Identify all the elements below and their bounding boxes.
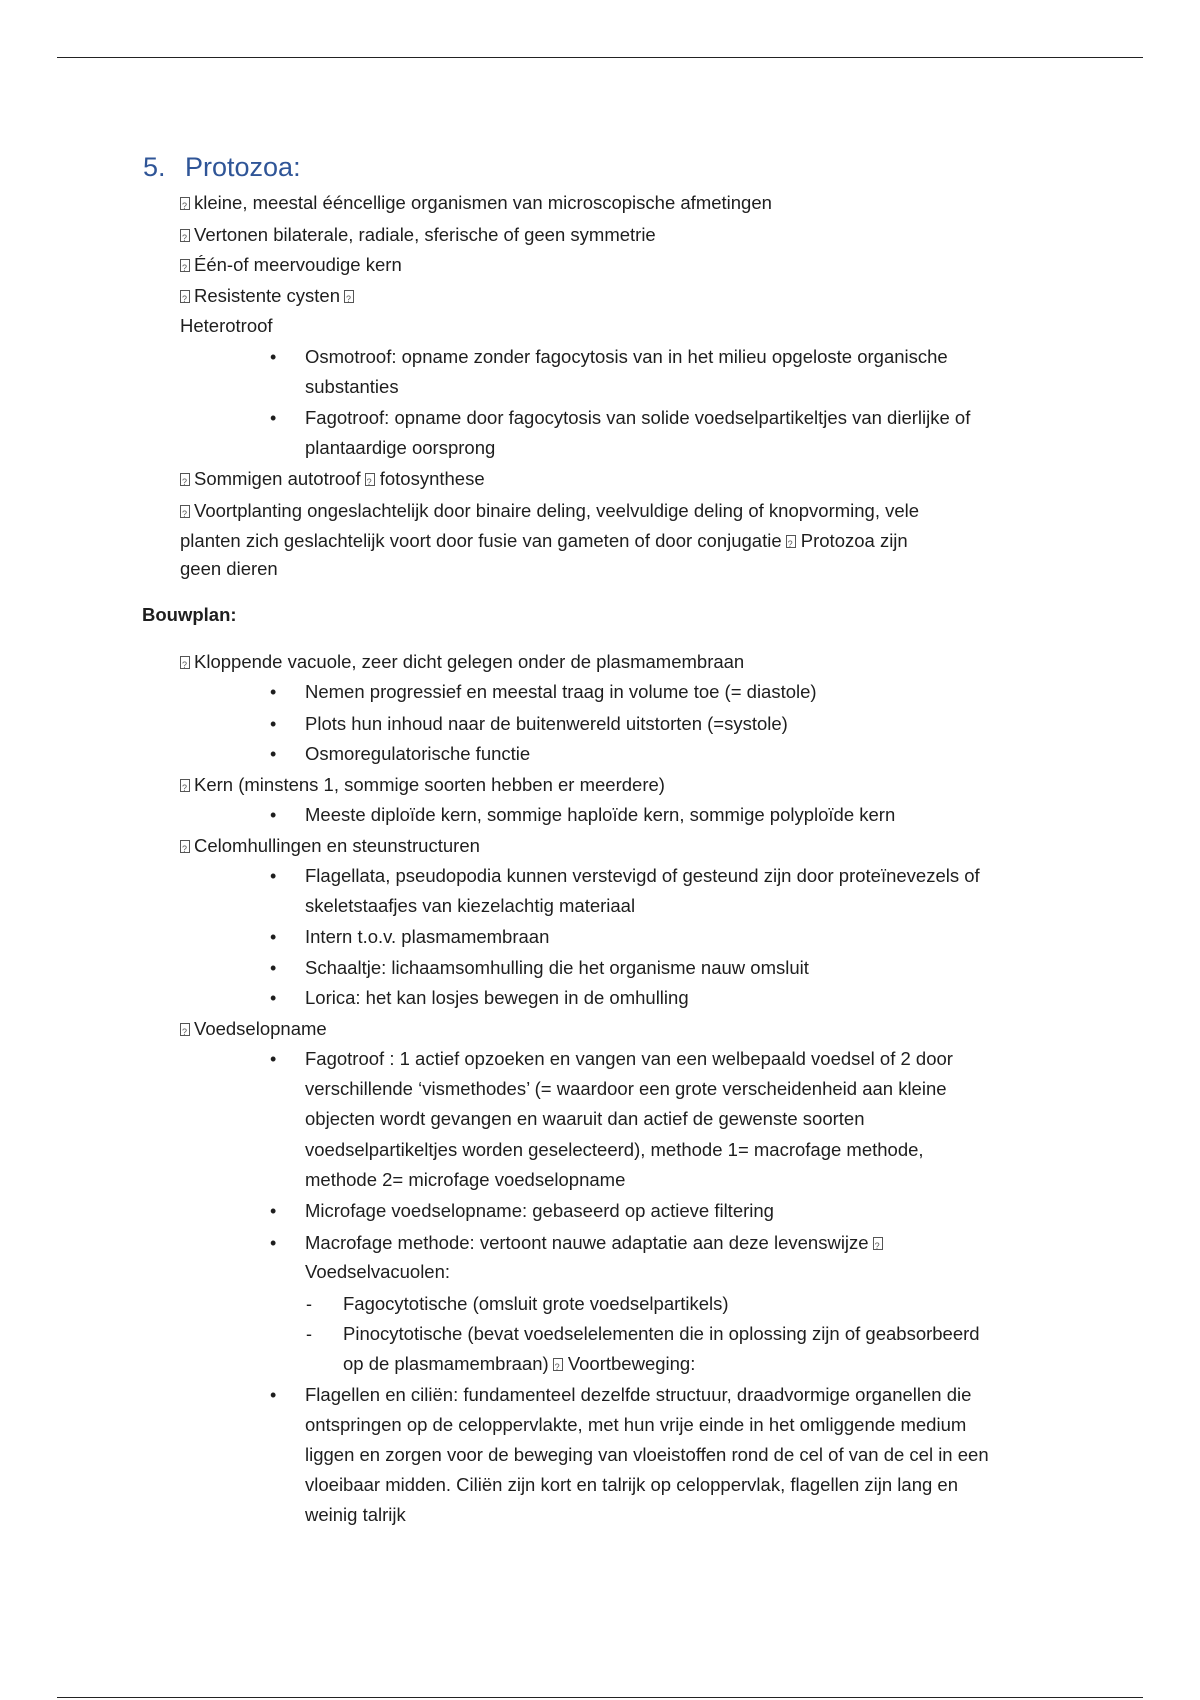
bullet-icon: •	[270, 682, 277, 702]
missing-glyph-icon	[180, 290, 190, 303]
list-item: vloeibaar midden. Ciliën zijn kort en talrijk op celoppervlak, flagellen zijn lang en	[305, 1474, 958, 1495]
voortplanting-line: geen dieren	[180, 558, 278, 579]
bouwplan-heading: Bouwplan:	[142, 604, 237, 625]
bullet-icon: •	[270, 988, 277, 1008]
bullet-icon: •	[270, 1385, 277, 1405]
dash-icon: -	[306, 1324, 312, 1344]
missing-glyph-icon	[180, 840, 190, 853]
voortplanting-line: planten zich geslachtelijk voort door fusie van gameten of door conjugatie? Protozoa zijn	[180, 530, 908, 552]
list-item: voedselpartikeltjes worden geselecteerd), methode 1= macrofage methode,	[305, 1139, 924, 1160]
list-item: Lorica: het kan losjes bewegen in de omhulling	[305, 987, 689, 1008]
missing-glyph-icon	[365, 473, 375, 486]
missing-glyph-icon	[180, 656, 190, 669]
list-item: Schaaltje: lichaamsomhulling die het organisme nauw omsluit	[305, 957, 809, 978]
list-item: verschillende ‘vismethodes’ (= waardoor een grote verscheidenheid aan kleine	[305, 1078, 947, 1099]
list-item: Fagotroof : 1 actief opzoeken en vangen van een welbepaald voedsel of 2 door	[305, 1048, 953, 1069]
list-item: liggen en zorgen voor de beweging van vloeistoffen rond de cel of van de cel in een	[305, 1444, 989, 1465]
list-item: methode 2= microfage voedselopname	[305, 1169, 626, 1190]
header-rule	[57, 57, 1143, 58]
list-item: plantaardige oorsprong	[305, 437, 496, 458]
section-title: Protozoa:	[185, 152, 301, 182]
list-item: weinig talrijk	[305, 1504, 406, 1525]
bullet-icon: •	[270, 1233, 277, 1253]
intro-line: ?Vertonen bilaterale, radiale, sferische of geen symmetrie	[180, 224, 656, 246]
list-item: Plots hun inhoud naar de buitenwereld uitstorten (=systole)	[305, 713, 788, 734]
voortplanting-line: ?Voortplanting ongeslachtelijk door binaire deling, veelvuldige deling of knopvorming, vele	[180, 500, 919, 522]
heterotroof-label: Heterotroof	[180, 315, 273, 336]
bullet-icon: •	[270, 1201, 277, 1221]
bullet-icon: •	[270, 744, 277, 764]
missing-glyph-icon	[344, 290, 354, 303]
vacuole-label: ?Kloppende vacuole, zeer dicht gelegen onder de plasmamembraan	[180, 651, 744, 673]
missing-glyph-icon	[180, 779, 190, 792]
autotroof-line: ?Sommigen autotroof? fotosynthese	[180, 468, 485, 490]
sub-list-item: Pinocytotische (bevat voedselelementen die in oplossing zijn of geabsorbeerd	[343, 1323, 980, 1344]
bullet-icon: •	[270, 927, 277, 947]
missing-glyph-icon	[180, 505, 190, 518]
kern-label: ?Kern (minstens 1, sommige soorten hebben er meerdere)	[180, 774, 665, 796]
missing-glyph-icon	[553, 1358, 563, 1371]
celomhulling-label: ?Celomhullingen en steunstructuren	[180, 835, 480, 857]
list-item: Flagellata, pseudopodia kunnen verstevigd of gesteund zijn door proteïnevezels of	[305, 865, 980, 886]
missing-glyph-icon	[180, 259, 190, 272]
missing-glyph-icon	[180, 229, 190, 242]
list-item: Meeste diploïde kern, sommige haploïde kern, sommige polyploïde kern	[305, 804, 896, 825]
intro-line: ?kleine, meestal ééncellige organismen van microscopische afmetingen	[180, 192, 772, 214]
list-item: Voedselvacuolen:	[305, 1261, 451, 1282]
section-heading	[143, 152, 301, 183]
list-item: Osmotroof: opname zonder fagocytosis van in het milieu opgeloste organische	[305, 346, 948, 367]
dash-icon: -	[306, 1294, 312, 1314]
list-item: substanties	[305, 376, 399, 397]
bullet-icon: •	[270, 866, 277, 886]
bullet-icon: •	[270, 1049, 277, 1069]
bullet-icon: •	[270, 714, 277, 734]
list-item: Microfage voedselopname: gebaseerd op actieve filtering	[305, 1200, 774, 1221]
list-item: Macrofage methode: vertoont nauwe adaptatie aan deze levenswijze?	[305, 1232, 883, 1254]
bullet-icon: •	[270, 805, 277, 825]
voedselopname-label: ?Voedselopname	[180, 1018, 327, 1040]
section-number: 5.	[143, 152, 166, 182]
list-item: Flagellen en ciliën: fundamenteel dezelfde structuur, draadvormige organellen die	[305, 1384, 972, 1405]
sub-list-item: op de plasmamembraan)? Voortbeweging:	[343, 1353, 695, 1375]
missing-glyph-icon	[180, 1023, 190, 1036]
missing-glyph-icon	[180, 197, 190, 210]
list-item: Nemen progressief en meestal traag in volume toe (= diastole)	[305, 681, 817, 702]
list-item: Osmoregulatorische functie	[305, 743, 531, 764]
missing-glyph-icon	[786, 535, 796, 548]
list-item: objecten wordt gevangen en waaruit dan actief de gewenste soorten	[305, 1108, 865, 1129]
footer-rule	[57, 1697, 1143, 1698]
list-item: skeletstaafjes van kiezelachtig materiaal	[305, 895, 636, 916]
list-item: ontspringen op de celoppervlakte, met hun vrije einde in het omliggende medium	[305, 1414, 967, 1435]
bullet-icon: •	[270, 408, 277, 428]
missing-glyph-icon	[873, 1237, 883, 1250]
missing-glyph-icon	[180, 473, 190, 486]
list-item: Intern t.o.v. plasmamembraan	[305, 926, 550, 947]
bullet-icon: •	[270, 958, 277, 978]
bullet-icon: •	[270, 347, 277, 367]
list-item: Fagotroof: opname door fagocytosis van solide voedselpartikeltjes van dierlijke of	[305, 407, 971, 428]
intro-line: ?Één-of meervoudige kern	[180, 254, 402, 276]
sub-list-item: Fagocytotische (omsluit grote voedselpartikels)	[343, 1293, 729, 1314]
intro-line: ?Resistente cysten?	[180, 285, 354, 307]
